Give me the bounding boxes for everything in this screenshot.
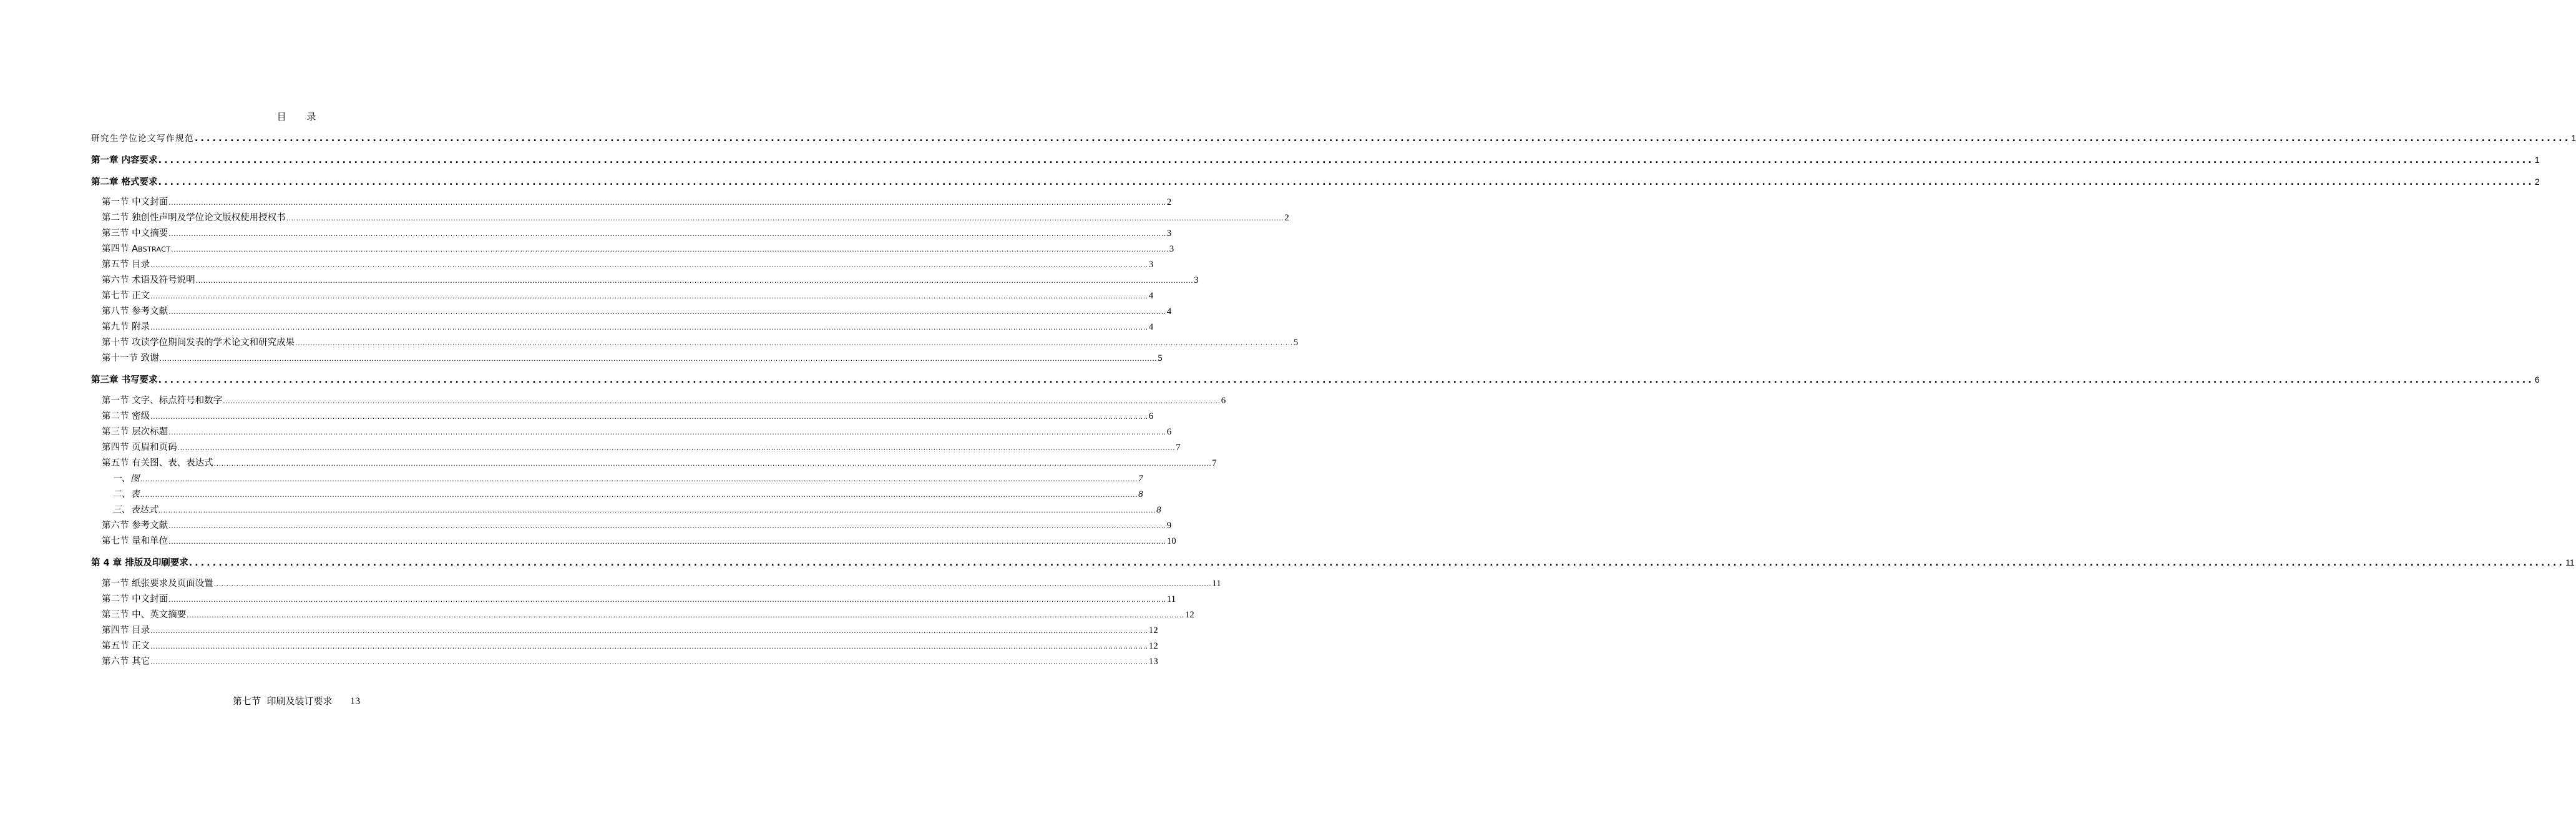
toc-entry-label: 第四节 目录: [102, 626, 150, 635]
toc-entry-page: 2: [2534, 177, 2540, 187]
toc-title: 目 录: [276, 111, 325, 122]
toc-top-entry[interactable]: [91, 132, 2576, 144]
toc-leader-dots: ................................................................................................................................................................................................................................................................................................................................................................................................................: [195, 134, 2571, 144]
toc-entry-page: 7: [1138, 474, 1143, 484]
toc-entry-page: 11: [2565, 557, 2575, 567]
toc-section-entry[interactable]: [102, 410, 1154, 423]
toc-leader-dots: ................................................................................................................................................................................................................................................................................................................................................................................................................: [188, 558, 2565, 568]
toc-entry-page: 2: [1166, 197, 1172, 207]
toc-leader-dots: ................................................................................................................................................................................................................................................................................................................................................................................................................: [158, 155, 2534, 165]
toc-leader-dots: ................................................................................................................................................................................................................................................................................................................................................................................................................: [168, 308, 1166, 316]
toc-entry-label: 一、图: [112, 474, 140, 484]
toc-entry-page: 6: [1148, 411, 1154, 421]
toc-leader-dots: ................................................................................................................................................................................................................................................................................................................................................................................................................: [140, 491, 1138, 499]
toc-chapter-entry[interactable]: [91, 175, 2540, 188]
toc-entry-label: 二、表: [112, 489, 140, 499]
toc-chapter-entry[interactable]: [91, 154, 2540, 166]
toc-entry-label: 第十一节 致谢: [102, 353, 159, 363]
toc-entry-page: 12: [1148, 626, 1158, 635]
toc-leader-dots: ................................................................................................................................................................................................................................................................................................................................................................................................................: [195, 277, 1194, 285]
toc-section-entry[interactable]: [102, 640, 1158, 652]
toc-footer-label: 第七节 印刷及装订要求: [232, 695, 333, 707]
toc-leader-dots: ................................................................................................................................................................................................................................................................................................................................................................................................................: [150, 642, 1148, 650]
toc-entry-label: 第九节 附录: [102, 322, 150, 332]
toc-leader-dots: ................................................................................................................................................................................................................................................................................................................................................................................................................: [140, 475, 1138, 483]
toc-section-entry[interactable]: [102, 321, 1154, 333]
toc-leader-dots: ................................................................................................................................................................................................................................................................................................................................................................................................................: [158, 506, 1156, 514]
toc-entry-page: 8: [1138, 489, 1143, 499]
toc-leader-dots: ................................................................................................................................................................................................................................................................................................................................................................................................................: [159, 355, 1158, 363]
toc-leader-dots: ................................................................................................................................................................................................................................................................................................................................................................................................................: [168, 522, 1166, 530]
toc-entry-page: 3: [1194, 275, 1199, 285]
toc-section-entry[interactable]: [102, 305, 1172, 318]
toc-entry-page: 6: [1166, 427, 1172, 437]
toc-subsection-entry[interactable]: [112, 488, 1143, 501]
toc-entry-page: 1: [2534, 155, 2540, 165]
toc-leader-dots: ................................................................................................................................................................................................................................................................................................................................................................................................................: [168, 428, 1166, 436]
toc-chapter-entry[interactable]: [91, 373, 2540, 386]
toc-entry-page: 2: [1284, 213, 1289, 223]
toc-entry-page: 10: [1166, 536, 1176, 546]
toc-entry-page: 11: [1166, 594, 1176, 604]
toc-leader-dots: ................................................................................................................................................................................................................................................................................................................................................................................................................: [295, 339, 1293, 347]
toc-entry-label: 第六节 参考文献: [102, 521, 168, 531]
toc-section-entry[interactable]: [102, 336, 1299, 349]
toc-section-entry[interactable]: [102, 535, 1176, 547]
toc-entry-label: 第一章 内容要求: [91, 155, 158, 165]
toc-section-entry[interactable]: [102, 457, 1217, 469]
toc-entry-label: 第七节 量和单位: [102, 536, 168, 546]
toc-entry-page: 4: [1166, 307, 1172, 316]
toc-leader-dots: ................................................................................................................................................................................................................................................................................................................................................................................................................: [213, 459, 1212, 468]
toc-section-entry[interactable]: [102, 655, 1158, 668]
toc-leader-dots: ................................................................................................................................................................................................................................................................................................................................................................................................................: [168, 596, 1166, 604]
toc-chapter-entry[interactable]: [91, 556, 2575, 569]
toc-entry-label: 第五节 目录: [102, 260, 150, 270]
toc-section-entry[interactable]: [102, 519, 1172, 532]
toc-entry-label: 第二节 中文封面: [102, 594, 168, 604]
toc-entry-label: 三、表达式: [112, 505, 158, 515]
toc-entry-label: 第二节 密级: [102, 411, 150, 421]
toc-entry-page: 13: [1148, 657, 1158, 667]
toc-leader-dots: ................................................................................................................................................................................................................................................................................................................................................................................................................: [150, 292, 1148, 300]
toc-entry-label: 第十节 攻读学位期间发表的学术论文和研究成果: [102, 338, 295, 348]
toc-leader-dots: ................................................................................................................................................................................................................................................................................................................................................................................................................: [158, 177, 2534, 187]
toc-entry-label: 第二章 格式要求: [91, 177, 158, 187]
toc-leader-dots: ................................................................................................................................................................................................................................................................................................................................................................................................................: [158, 375, 2534, 385]
toc-entry-label: 第二节 独创性声明及学位论文版权使用授权书: [102, 213, 286, 223]
toc-leader-dots: ................................................................................................................................................................................................................................................................................................................................................................................................................: [168, 537, 1166, 546]
toc-entry-page: 9: [1166, 521, 1172, 531]
toc-section-entry[interactable]: [102, 258, 1154, 271]
toc-leader-dots: ................................................................................................................................................................................................................................................................................................................................................................................................................: [150, 413, 1148, 421]
toc-entry-label: 第四节 ABSTRACT: [102, 244, 171, 254]
toc-leader-dots: ................................................................................................................................................................................................................................................................................................................................................................................................................: [213, 580, 1212, 588]
toc-entry-page: 11: [1212, 579, 1221, 589]
toc-section-entry[interactable]: [102, 212, 1289, 224]
toc-entry-page: 6: [2534, 375, 2540, 385]
toc-leader-dots: ................................................................................................................................................................................................................................................................................................................................................................................................................: [150, 627, 1148, 635]
toc-entry-label: 第一节 纸张要求及页面设置: [102, 579, 213, 589]
toc-section-entry[interactable]: [102, 609, 1194, 621]
toc-entry-label: 第八节 参考文献: [102, 307, 168, 316]
toc-footer-page: 13: [350, 696, 361, 707]
toc-entry-label: 第三节 层次标题: [102, 427, 168, 437]
toc-section-entry[interactable]: [102, 395, 1226, 407]
toc-entry-page: 3: [1169, 244, 1174, 254]
toc-leader-dots: ................................................................................................................................................................................................................................................................................................................................................................................................................: [187, 611, 1184, 619]
toc-entry-page: 8: [1156, 505, 1161, 515]
toc-subsection-entry[interactable]: [112, 504, 1161, 516]
toc-entry-page: 12: [1184, 610, 1194, 620]
toc-section-entry[interactable]: [102, 352, 1163, 365]
toc-entry-page: 3: [1148, 260, 1154, 270]
toc-entry-label: 第五节 正文: [102, 641, 150, 651]
toc-entry-label: 第四节 页眉和页码: [102, 443, 177, 453]
toc-section-entry[interactable]: [102, 196, 1172, 209]
toc-entry-label: 第 4 章 排版及印刷要求: [91, 558, 188, 568]
toc-leader-dots: ................................................................................................................................................................................................................................................................................................................................................................................................................: [168, 230, 1166, 238]
toc-section-entry[interactable]: [102, 227, 1172, 240]
toc-entry-page: 5: [1293, 338, 1299, 348]
toc-entry-label: 第三节 中、英文摘要: [102, 610, 187, 620]
toc-entry-label: 第一节 中文封面: [102, 197, 168, 207]
toc-entry-label: 第五节 有关图、表、表达式: [102, 458, 213, 468]
toc-footer-entry[interactable]: [0, 694, 593, 707]
toc-section-entry[interactable]: [102, 290, 1154, 302]
toc-entry-page: 4: [1148, 291, 1154, 301]
toc-entry-page: 7: [1212, 458, 1217, 468]
toc-entry-label: 研究生学位论文写作规范: [91, 134, 194, 144]
toc-entry-label: 第三节 中文摘要: [102, 228, 168, 238]
toc-entry-label: 第七节 正文: [102, 291, 150, 301]
toc-section-entry[interactable]: [102, 577, 1221, 590]
toc-entry-page: 1: [2571, 133, 2576, 143]
toc-leader-dots: ................................................................................................................................................................................................................................................................................................................................................................................................................: [223, 397, 1221, 405]
toc-entry-page: 7: [1176, 443, 1181, 453]
toc-leader-dots: ................................................................................................................................................................................................................................................................................................................................................................................................................: [286, 214, 1284, 222]
toc-entry-label: 第六节 其它: [102, 657, 150, 667]
toc-entry-label: 第一节 文字、标点符号和数字: [102, 396, 223, 406]
toc-subsection-entry[interactable]: [112, 473, 1143, 485]
toc-leader-dots: ................................................................................................................................................................................................................................................................................................................................................................................................................: [150, 261, 1148, 269]
toc-leader-dots: ................................................................................................................................................................................................................................................................................................................................................................................................................: [177, 444, 1176, 452]
toc-entry-page: 4: [1148, 322, 1154, 332]
toc-section-entry[interactable]: [102, 624, 1158, 637]
toc-section-entry[interactable]: [102, 441, 1181, 454]
toc-leader-dots: ................................................................................................................................................................................................................................................................................................................................................................................................................: [150, 658, 1148, 666]
toc-entry-page: 5: [1158, 353, 1163, 363]
toc-entry-page: 3: [1166, 228, 1172, 238]
toc-entry-label: 第六节 术语及符号说明: [102, 275, 195, 285]
toc-leader-dots: ................................................................................................................................................................................................................................................................................................................................................................................................................: [168, 199, 1166, 207]
toc-entry-page: 6: [1221, 396, 1226, 406]
toc-section-entry[interactable]: [102, 243, 1174, 255]
toc-leader-dots: ................................................................................................................................................................................................................................................................................................................................................................................................................: [171, 245, 1169, 253]
toc-entry-page: 12: [1148, 641, 1158, 651]
toc-leader-dots: ................................................................................................................................................................................................................................................................................................................................................................................................................: [150, 323, 1148, 331]
toc-section-entry[interactable]: [102, 426, 1172, 438]
toc-section-entry[interactable]: [102, 274, 1199, 287]
toc-section-entry[interactable]: [102, 593, 1176, 606]
toc-entry-label: 第三章 书写要求: [91, 375, 158, 385]
